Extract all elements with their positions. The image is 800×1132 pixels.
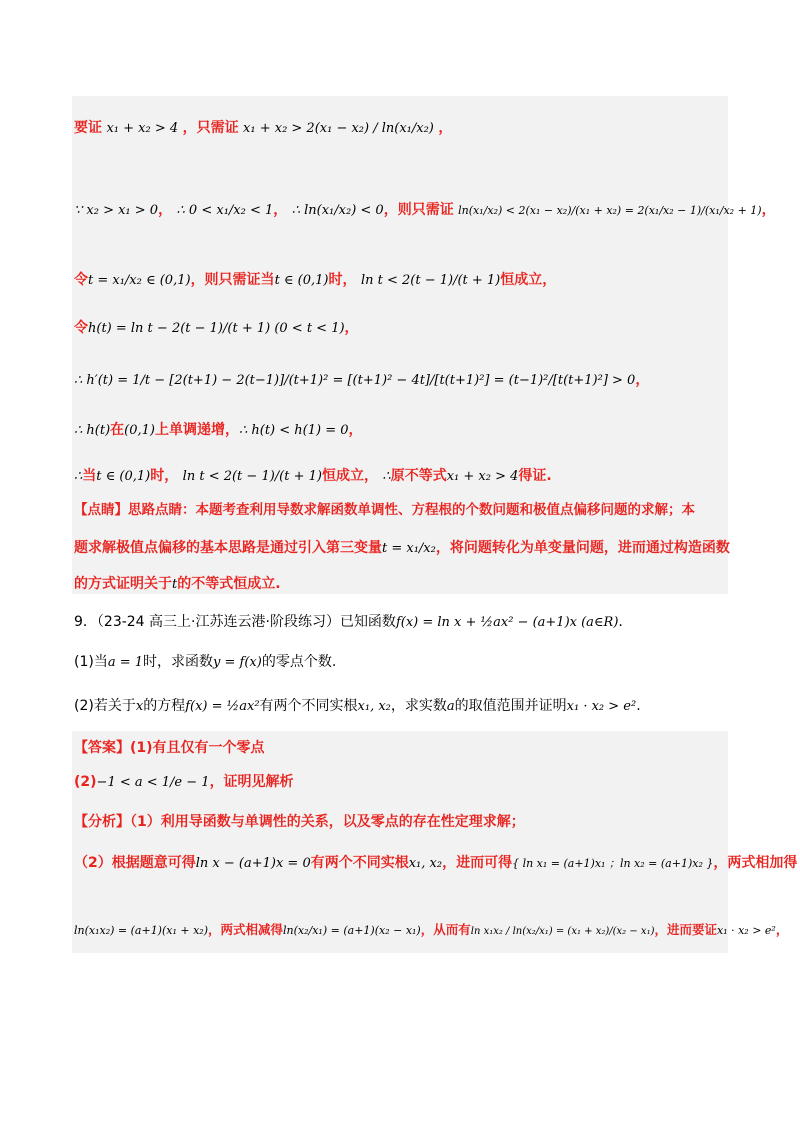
analysis-line-3: ln(x₁x₂) = (a+1)(x₁ + x₂)，两式相减得ln(x₂/x₁) = (a+1)(x₂ − x₁)，从而有ln x₁x₂ / ln(x₂/x₁) = (x₁ + x₂)/(x₂ − x₁)，进而要证x₁ · x₂ > e²， [74, 922, 789, 937]
solution-line-4: 令h(t) = ln t − 2(t − 1)/(t + 1) (0 < t < 1)， [74, 320, 359, 336]
solution-line-3: 令t = x₁/x₂ ∈ (0,1)，则只需证当t ∈ (0,1)时， ln t < 2(t − 1)/(t + 1)恒成立， [74, 272, 557, 288]
dianjing-line-2: 题求解极值点偏移的基本思路是通过引入第三变量t = x₁/x₂，将问题转化为单变量问题，进而通过构造函数 [74, 540, 730, 556]
solution-line-6: ∴ h(t)在(0,1)上单调递增，∴ h(t) < h(1) = 0， [74, 422, 363, 438]
question-part-2: (2)若关于x的方程f(x) = ½ax²有两个不同实根x₁, x₂，求实数a的取值范围并证明x₁ · x₂ > e². [74, 698, 641, 714]
question-part-1: (1)当a = 1时，求函数y = f(x)的零点个数. [74, 654, 337, 670]
answer-line-1: 【答案】(1)有且仅有一个零点 [74, 740, 265, 756]
solution-line-2: ∵ x₂ > x₁ > 0， ∴ 0 < x₁/x₂ < 1， ∴ ln(x₁/x₂) < 0，则只需证 ln(x₁/x₂) < 2(x₁ − x₂)/(x₁ + x₂) = 2(x₁/x₂ − 1)/(x₁/x₂ + 1)， [74, 202, 776, 218]
analysis-line-2: （2）根据题意可得ln x − (a+1)x = 0有两个不同实根x₁, x₂，进而可得{ ln x₁ = (a+1)x₁ ；ln x₂ = (a+1)x₂ }，两式相加得 [74, 855, 798, 871]
dianjing-line-1: 【点睛】思路点睛：本题考查利用导数求解函数单调性、方程根的个数问题和极值点偏移问题的求解；本 [74, 502, 695, 518]
analysis-line-1: 【分析】（1）利用导函数与单调性的关系，以及零点的存在性定理求解； [74, 814, 525, 830]
solution-line-5: ∴ h′(t) = 1/t − [2(t+1) − 2(t−1)]/(t+1)² = [(t+1)² − 4t]/[t(t+1)²] = (t−1)²/[t(t+1)²] > 0， [74, 372, 650, 388]
question-stem: 9．（23-24 高三上·江苏连云港·阶段练习）已知函数f(x) = ln x + ½ax² − (a+1)x (a∈R). [74, 614, 623, 630]
answer-line-2: (2)−1 < a < 1/e − 1，证明见解析 [74, 774, 294, 790]
solution-line-1: 要证 x₁ + x₂ > 4 ，只需证 x₁ + x₂ > 2(x₁ − x₂) / ln(x₁/x₂) ， [74, 120, 453, 136]
dianjing-line-3: 的方式证明关于t的不等式恒成立. [74, 576, 281, 592]
solution-line-7: ∴当t ∈ (0,1)时， ln t < 2(t − 1)/(t + 1)恒成立， ∴原不等式x₁ + x₂ > 4得证. [74, 468, 552, 484]
